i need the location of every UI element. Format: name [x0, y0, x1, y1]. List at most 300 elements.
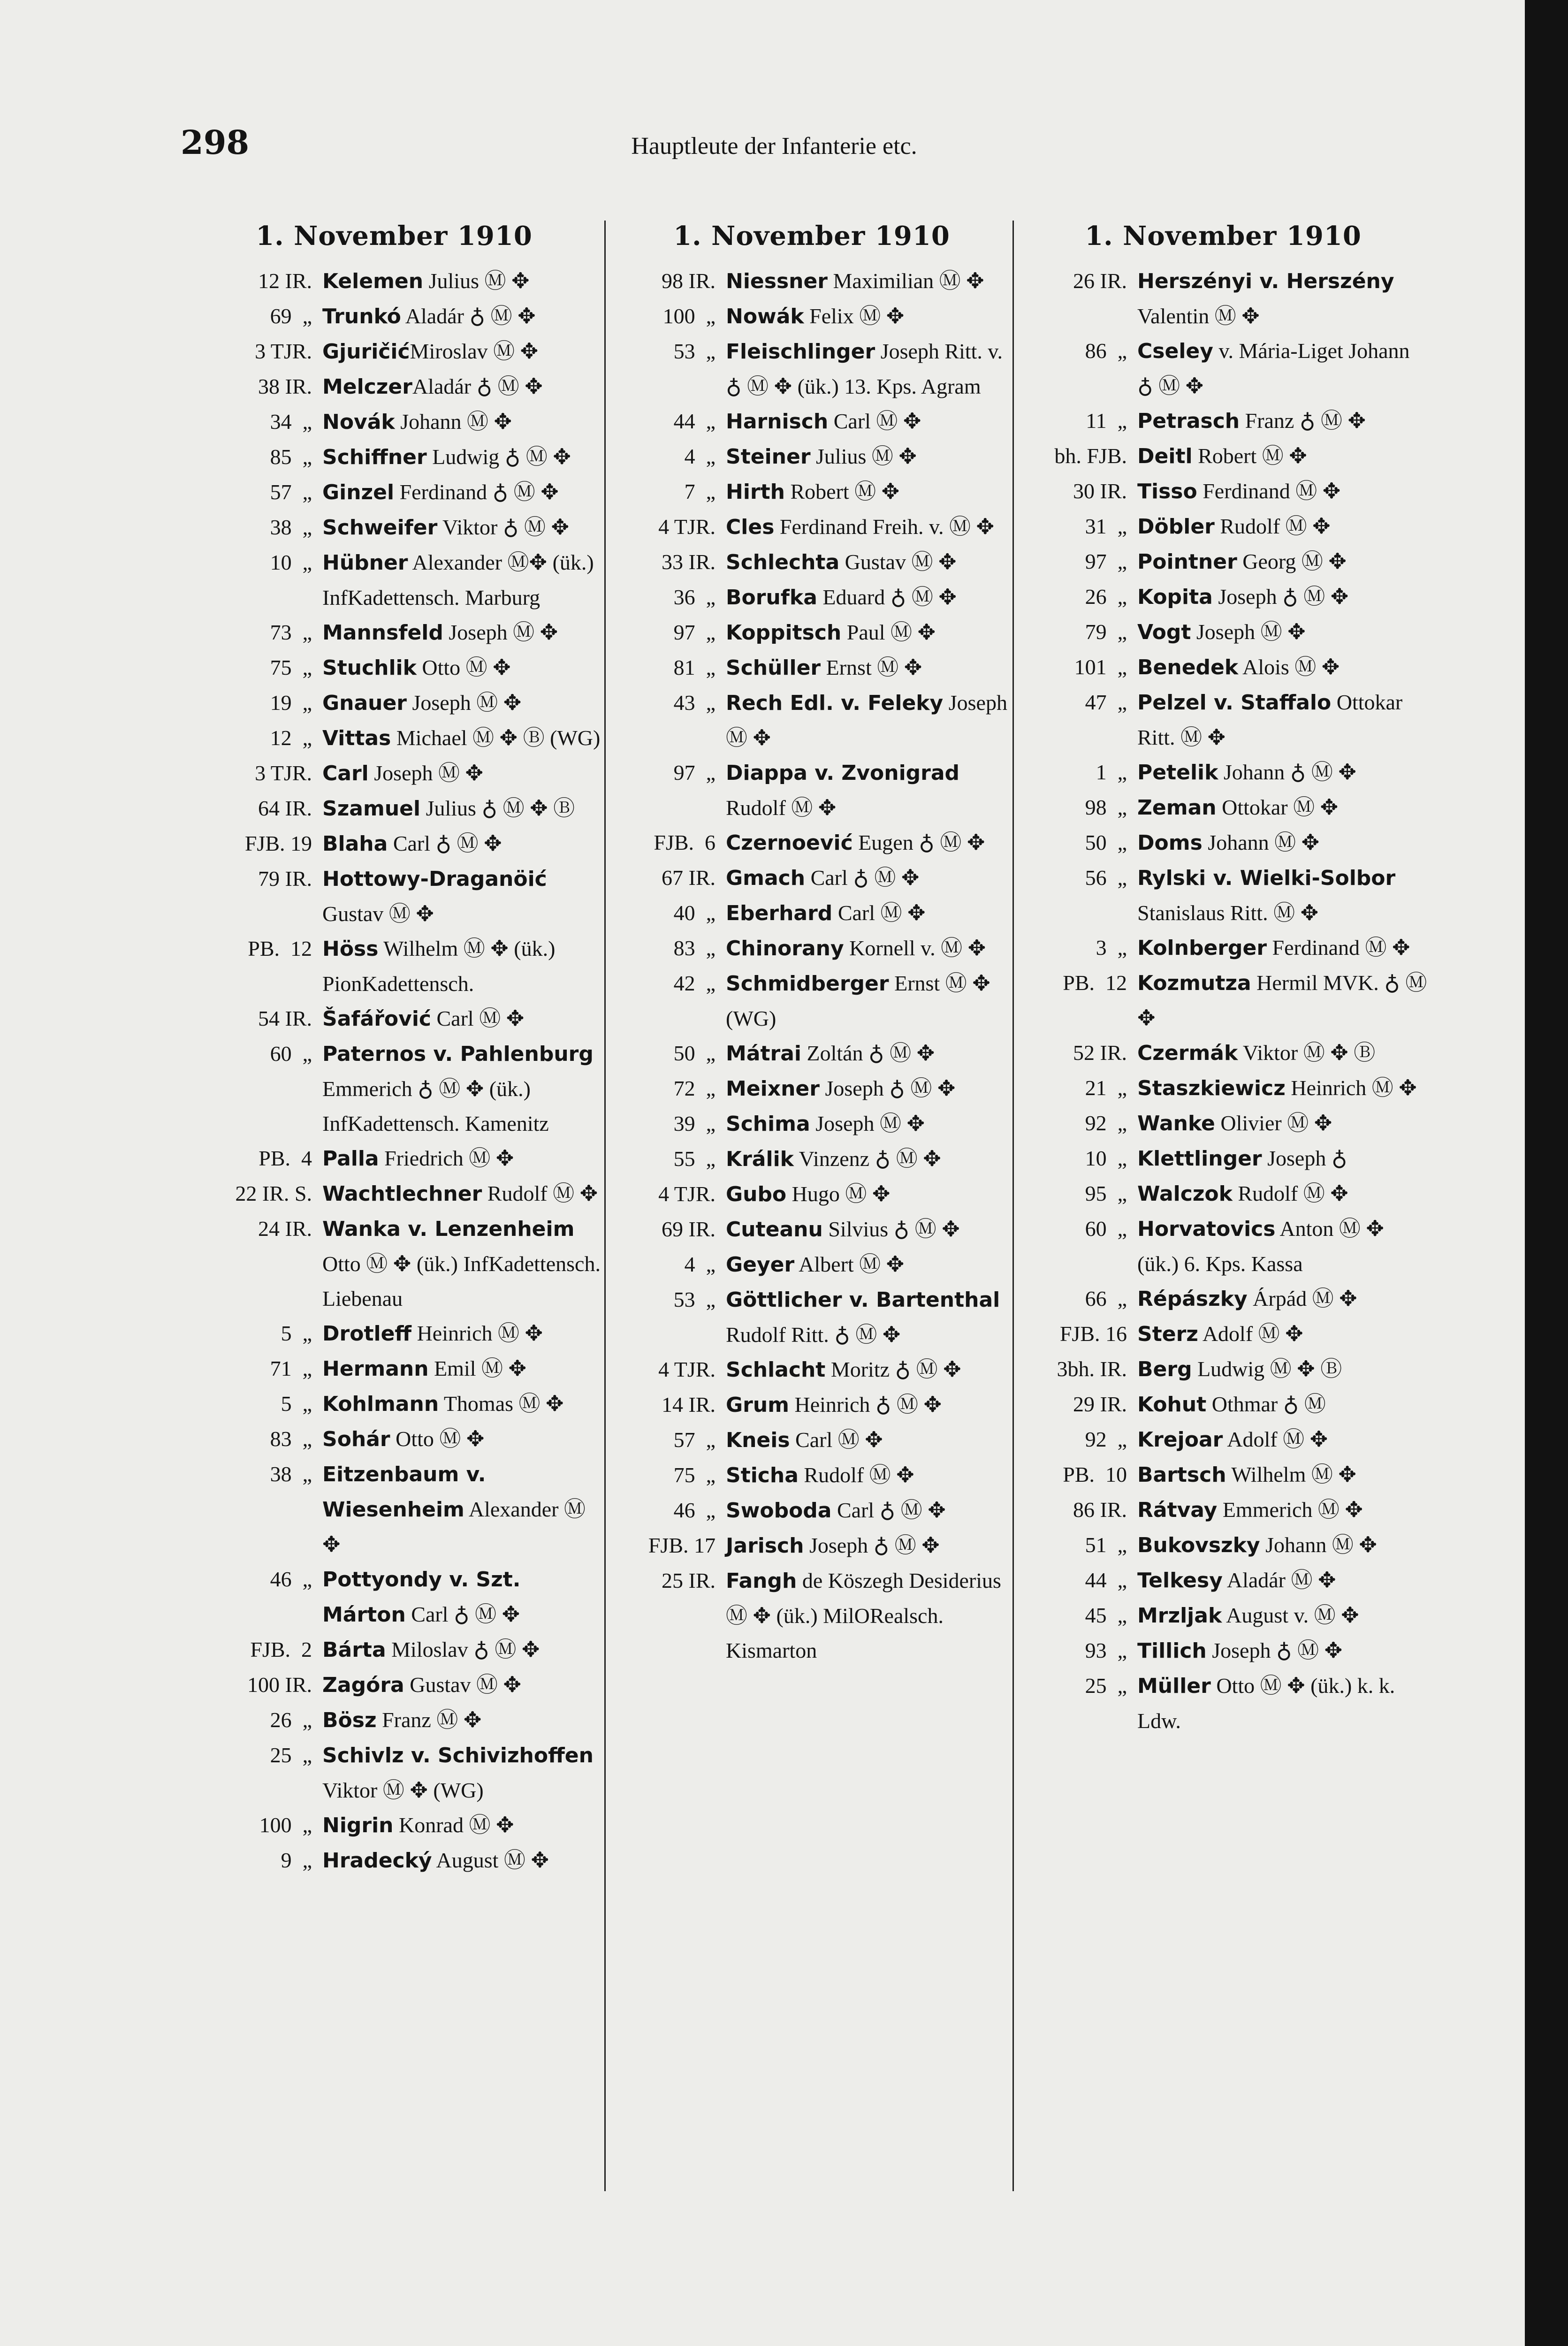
given-name-and-decorations: Otto Ⓜ ✥ (ük.) InfKadettensch. Liebenau — [322, 1252, 601, 1310]
unit-label: 1 „ — [1096, 760, 1127, 784]
given-name-and-decorations: Carl ♁ Ⓜ ✥ — [405, 1602, 520, 1626]
given-name-and-decorations: August v. Ⓜ ✥ — [1222, 1603, 1359, 1627]
roster-entry — [188, 299, 601, 334]
surname: Schmidberger — [726, 972, 889, 996]
given-name-and-decorations: Joseph Ⓜ ✥ — [726, 691, 1007, 750]
unit-label: 75 „ — [270, 655, 312, 679]
given-name-and-decorations: Viktor Ⓜ ✥ (WG) — [322, 1778, 484, 1802]
entry-text — [1137, 1176, 1427, 1211]
given-name-and-decorations: Johann ♁ Ⓜ ✥ — [1218, 760, 1356, 784]
surname: Diappa v. Zvonigrad — [726, 761, 960, 785]
roster-entry — [610, 755, 1013, 825]
given-name-and-decorations: Carl Ⓜ ✥ — [828, 409, 921, 433]
roster-entry — [188, 826, 601, 861]
entry-text — [1137, 650, 1427, 685]
entry-text — [1137, 1387, 1427, 1422]
entry-text — [726, 334, 1013, 404]
surname: Chinorany — [726, 937, 844, 960]
roster-entry — [1019, 1422, 1427, 1457]
surname: Palla — [322, 1147, 379, 1171]
entry-text — [322, 615, 601, 650]
unit-label: 4 TJR. — [658, 1357, 715, 1381]
entry-text — [322, 1316, 601, 1351]
unit-label: 38 „ — [270, 515, 312, 539]
unit-label: 30 IR. — [1073, 479, 1127, 503]
unit-label: 81 „ — [673, 655, 715, 679]
unit-label: 57 „ — [270, 480, 312, 504]
surname: Bukovszky — [1137, 1533, 1260, 1557]
given-name-and-decorations: Heinrich Ⓜ ✥ — [411, 1321, 543, 1345]
entry-text — [1137, 544, 1427, 579]
entry-text — [1137, 334, 1427, 404]
surname: Tillich — [1137, 1639, 1207, 1663]
given-name-and-decorations: Konrad Ⓜ ✥ — [393, 1813, 514, 1837]
roster-entry — [1019, 615, 1427, 650]
roster-entry — [1019, 755, 1427, 790]
unit-label: 86 „ — [1085, 339, 1127, 363]
unit-label: 40 „ — [673, 901, 715, 925]
surname: Koppitsch — [726, 621, 842, 645]
entry-text — [726, 510, 1013, 545]
unit-label: 52 IR. — [1073, 1041, 1127, 1065]
given-name-and-decorations: Ernst Ⓜ ✥ (WG) — [726, 971, 990, 1030]
given-name-and-decorations: Heinrich Ⓜ ✥ — [1285, 1076, 1417, 1100]
given-name-and-decorations: Carl ♁ Ⓜ ✥ — [388, 831, 502, 855]
surname: Schivlz v. Schivizhoffen — [322, 1744, 594, 1767]
entry-text — [1137, 1422, 1427, 1457]
unit-label: 43 „ — [673, 691, 715, 715]
roster-entry — [188, 721, 601, 756]
surname: Cseley — [1137, 339, 1213, 363]
entry-text — [322, 404, 601, 440]
surname: Fleischlinger — [726, 340, 875, 364]
roster-entry — [610, 861, 1013, 896]
given-name-and-decorations: Miroslav Ⓜ ✥ — [410, 339, 539, 363]
surname: Schweifer — [322, 516, 438, 540]
unit-label: 38 „ — [270, 1462, 312, 1486]
given-name-and-decorations: Joseph Ⓜ ✥ — [443, 620, 558, 644]
given-name-and-decorations: Rudolf Ⓜ ✥ — [482, 1181, 598, 1205]
roster-entry — [1019, 334, 1427, 404]
surname: Kelemen — [322, 269, 424, 293]
entry-text — [726, 1142, 1013, 1177]
roster-entry — [188, 686, 601, 721]
surname: Doms — [1137, 831, 1203, 855]
unit-label: 85 „ — [270, 445, 312, 469]
entry-text — [1137, 685, 1427, 755]
entry-text — [1137, 579, 1427, 615]
surname: Staszkiewicz — [1137, 1076, 1286, 1100]
unit-label: 55 „ — [673, 1147, 715, 1171]
unit-label: 26 „ — [1085, 585, 1127, 609]
entry-text — [322, 1632, 601, 1668]
entry-text — [1137, 1457, 1427, 1493]
roster-entry — [610, 1387, 1013, 1423]
surname: Bartsch — [1137, 1463, 1226, 1487]
roster-entry — [1019, 439, 1427, 474]
roster-entry — [188, 1211, 601, 1316]
unit-label: 60 „ — [1085, 1217, 1127, 1241]
entry-text — [726, 1458, 1013, 1493]
roster-entry — [188, 1843, 601, 1878]
given-name-and-decorations: Friedrich Ⓜ ✥ — [379, 1146, 514, 1170]
surname: Horvatovics — [1137, 1217, 1276, 1241]
roster-entry — [610, 966, 1013, 1036]
given-name-and-decorations: Gustav Ⓜ ✥ — [404, 1673, 522, 1697]
given-name-and-decorations: Joseph ♁ Ⓜ ✥ — [819, 1076, 956, 1100]
column-2-header: 1. November 1910 — [673, 221, 950, 251]
given-name-and-decorations: Carl Ⓜ ✥ — [790, 1428, 883, 1452]
entry-text — [726, 1212, 1013, 1247]
surname: Tisso — [1137, 480, 1197, 503]
given-name-and-decorations: Franz ♁ Ⓜ ✥ — [1240, 409, 1366, 433]
unit-label: bh. FJB. — [1054, 444, 1127, 468]
column-2 — [610, 221, 1013, 2205]
given-name-and-decorations: Viktor ♁ Ⓜ ✥ — [437, 515, 570, 539]
roster-entry — [188, 861, 601, 931]
roster-entry — [1019, 930, 1427, 966]
surname: Petrasch — [1137, 409, 1240, 433]
roster-entry — [610, 474, 1013, 510]
unit-label: 29 IR. — [1073, 1392, 1127, 1416]
roster-entry — [610, 615, 1013, 650]
unit-label: 97 „ — [1085, 549, 1127, 573]
unit-label: 50 „ — [673, 1041, 715, 1065]
entry-text — [726, 580, 1013, 615]
unit-label: 44 „ — [1085, 1568, 1127, 1592]
given-name-and-decorations: Johann Ⓜ ✥ — [1260, 1533, 1377, 1557]
surname: Jarisch — [726, 1534, 804, 1558]
given-name-and-decorations: Julius Ⓜ ✥ — [423, 269, 530, 293]
unit-label: 36 „ — [673, 585, 715, 609]
unit-label: 7 „ — [684, 480, 715, 503]
unit-label: PB. 4 — [259, 1146, 312, 1170]
roster-entry — [188, 1036, 601, 1141]
entry-text — [322, 1738, 601, 1808]
entry-text — [322, 1141, 601, 1176]
roster-entry — [1019, 1317, 1427, 1352]
given-name-and-decorations: Hermil MVK. ♁ Ⓜ ✥ — [1137, 971, 1427, 1030]
entry-text — [1137, 1317, 1427, 1352]
surname: Höss — [322, 937, 379, 961]
surname: Mátrai — [726, 1042, 801, 1066]
unit-label: 12 „ — [270, 726, 312, 750]
roster-entry — [610, 439, 1013, 474]
unit-label: 73 „ — [270, 620, 312, 644]
roster-entry — [188, 1351, 601, 1386]
roster-entry — [1019, 825, 1427, 861]
roster-entry — [1019, 1211, 1427, 1281]
roster-entry — [1019, 579, 1427, 615]
surname: Eitzenbaum v. Wiesenheim — [322, 1462, 486, 1522]
running-head: Hauptleute der Infanterie etc. — [631, 133, 917, 160]
given-name-and-decorations: Vinzenz ♁ Ⓜ ✥ — [793, 1147, 941, 1171]
entry-text — [322, 1703, 601, 1738]
entry-text — [726, 1177, 1013, 1212]
given-name-and-decorations: Carl ♁ Ⓜ ✥ — [805, 866, 920, 890]
roster-entry — [188, 1562, 601, 1632]
given-name-and-decorations: Alexander Ⓜ✥ (ük.) InfKadettensch. Marburg — [322, 550, 594, 609]
roster-entry — [188, 475, 601, 510]
entry-text — [1137, 1352, 1427, 1387]
entry-text — [322, 721, 601, 756]
surname: Bárta — [322, 1638, 386, 1662]
unit-label: 22 IR. S. — [235, 1181, 312, 1205]
entry-text — [322, 1562, 601, 1632]
unit-label: 3 TJR. — [255, 761, 312, 785]
given-name-and-decorations: Aladár ♁ Ⓜ ✥ — [412, 374, 543, 398]
roster-entry — [1019, 1457, 1427, 1493]
roster-entry — [610, 510, 1013, 545]
roster-entry — [1019, 509, 1427, 544]
unit-label: PB. 12 — [1063, 971, 1127, 995]
given-name-and-decorations: Alexander Ⓜ ✥ — [322, 1497, 586, 1556]
surname: Szamuel — [322, 797, 421, 821]
surname: Klettlinger — [1137, 1147, 1262, 1171]
surname: Kopita — [1137, 585, 1213, 609]
surname: Kohlmann — [322, 1392, 439, 1416]
surname: Borufka — [726, 586, 817, 609]
unit-label: 26 IR. — [1073, 269, 1127, 293]
entry-text — [322, 1386, 601, 1422]
entry-text — [726, 686, 1013, 755]
surname: Pointner — [1137, 550, 1237, 574]
given-name-and-decorations: Otto Ⓜ ✥ — [390, 1427, 485, 1451]
surname: Berg — [1137, 1357, 1192, 1381]
unit-label: 51 „ — [1085, 1533, 1127, 1557]
entry-text — [1137, 861, 1427, 930]
entry-text — [322, 440, 601, 475]
roster-entry — [610, 299, 1013, 334]
given-name-and-decorations: Joseph Ⓜ ✥ — [810, 1112, 925, 1135]
surname: Pelzel v. Staffalo — [1137, 691, 1332, 715]
given-name-and-decorations: Rudolf Ⓜ ✥ — [1232, 1181, 1348, 1205]
entry-text — [726, 1036, 1013, 1071]
given-name-and-decorations: Emil Ⓜ ✥ — [428, 1356, 527, 1380]
surname: Novák — [322, 410, 395, 434]
unit-label: 100 IR. — [247, 1673, 312, 1697]
roster-entry — [188, 791, 601, 826]
given-name-and-decorations: Aladár ♁ Ⓜ ✥ — [401, 304, 536, 328]
given-name-and-decorations: Johann Ⓜ ✥ — [1202, 830, 1320, 854]
entry-text — [1137, 1106, 1427, 1141]
unit-label: FJB. 2 — [250, 1638, 312, 1661]
unit-label: 100 „ — [259, 1813, 312, 1837]
unit-label: 98 „ — [1085, 795, 1127, 819]
given-name-and-decorations: v. Mária-Liget Johann ♁ Ⓜ ✥ — [1137, 339, 1410, 398]
roster-entry — [188, 1668, 601, 1703]
surname: Blaha — [322, 832, 388, 856]
unit-label: 25 IR. — [662, 1569, 715, 1592]
unit-label: 98 IR. — [662, 269, 715, 293]
entry-text — [322, 545, 601, 615]
unit-label: 3 „ — [1096, 936, 1127, 960]
given-name-and-decorations: Gustav Ⓜ ✥ — [322, 902, 434, 926]
surname: Schüller — [726, 656, 821, 680]
surname: Gmach — [726, 866, 806, 890]
roster-entry — [610, 264, 1013, 299]
entry-text — [322, 1457, 601, 1562]
surname: Sohár — [322, 1427, 390, 1451]
roster-entry — [188, 931, 601, 1001]
surname: Mrzljak — [1137, 1604, 1222, 1628]
entry-text — [1137, 264, 1427, 334]
roster-entry — [188, 1386, 601, 1422]
given-name-and-decorations: Árpád Ⓜ ✥ — [1247, 1287, 1357, 1310]
given-name-and-decorations: Eugen ♁ Ⓜ ✥ — [853, 830, 985, 854]
surname: Hottowy-Draganöić — [322, 867, 547, 891]
given-name-and-decorations: Adolf Ⓜ ✥ — [1198, 1322, 1303, 1346]
unit-label: FJB. 16 — [1059, 1322, 1127, 1346]
roster-entry — [610, 580, 1013, 615]
surname: Telkesy — [1137, 1569, 1223, 1592]
roster-entry — [188, 1001, 601, 1036]
surname: Müller — [1137, 1674, 1211, 1698]
entry-text — [1137, 930, 1427, 966]
entry-text — [1137, 1493, 1427, 1528]
unit-label: 97 „ — [673, 761, 715, 785]
unit-label: 10 „ — [270, 550, 312, 574]
column-divider-2 — [1012, 221, 1014, 2191]
surname: Schlechta — [726, 550, 840, 574]
given-name-and-decorations: Emmerich ♁ Ⓜ ✥ (ük.) InfKadettensch. Kamenitz — [322, 1077, 549, 1135]
unit-label: 3 TJR. — [255, 339, 312, 363]
surname: Cles — [726, 515, 775, 539]
entry-text — [726, 1423, 1013, 1458]
surname: Pottyondy v. Szt. Márton — [322, 1568, 521, 1627]
given-name-and-decorations: Viktor Ⓜ ✥ Ⓑ — [1238, 1041, 1376, 1065]
roster-entry — [1019, 1281, 1427, 1317]
surname: Czernoević — [726, 831, 853, 855]
given-name-and-decorations: Moritz ♁ Ⓜ ✥ — [825, 1357, 961, 1381]
given-name-and-decorations: August Ⓜ ✥ — [432, 1848, 549, 1872]
unit-label: 93 „ — [1085, 1638, 1127, 1662]
unit-label: 67 IR. — [662, 866, 715, 890]
surname: Eberhard — [726, 901, 833, 925]
given-name-and-decorations: Otto Ⓜ ✥ — [416, 655, 511, 679]
roster-entry — [1019, 1598, 1427, 1633]
surname: Hermann — [322, 1357, 429, 1381]
roster-entry — [1019, 1387, 1427, 1422]
roster-entry — [188, 1457, 601, 1562]
unit-label: 72 „ — [673, 1076, 715, 1100]
surname: Hirth — [726, 480, 785, 504]
surname: Hradecký — [322, 1849, 432, 1873]
entry-text — [726, 825, 1013, 861]
roster-entry — [188, 369, 601, 404]
surname: Trunkó — [322, 305, 401, 328]
roster-entry — [610, 545, 1013, 580]
given-name-and-decorations: Rudolf Ritt. ♁ Ⓜ ✥ — [726, 1323, 901, 1347]
unit-label: FJB. 19 — [244, 831, 312, 855]
surname: Döbler — [1137, 515, 1215, 539]
given-name-and-decorations: Heinrich ♁ Ⓜ ✥ — [789, 1393, 942, 1417]
given-name-and-decorations: Miloslav ♁ Ⓜ ✥ — [386, 1638, 540, 1661]
roster-entry — [188, 1703, 601, 1738]
given-name-and-decorations: Ludwig ♁ Ⓜ ✥ — [426, 445, 571, 469]
unit-label: 26 „ — [270, 1708, 312, 1732]
given-name-and-decorations: Zoltán ♁ Ⓜ ✥ — [801, 1041, 935, 1065]
unit-label: 11 „ — [1086, 409, 1127, 433]
entry-text — [726, 264, 1013, 299]
unit-label: 86 IR. — [1073, 1498, 1127, 1522]
given-name-and-decorations: Ernst Ⓜ ✥ — [821, 655, 922, 679]
roster-entry — [1019, 1633, 1427, 1668]
surname: Göttlicher v. Bartenthal — [726, 1288, 1000, 1312]
roster-entry — [610, 1563, 1013, 1668]
given-name-and-decorations: Emmerich Ⓜ ✥ — [1217, 1498, 1363, 1522]
entry-text — [1137, 1563, 1427, 1598]
entry-text — [726, 896, 1013, 931]
unit-label: 66 „ — [1085, 1287, 1127, 1310]
roster-entry — [610, 686, 1013, 755]
surname: Deitl — [1137, 444, 1193, 468]
entry-text — [726, 1387, 1013, 1423]
column-1-header: 1. November 1910 — [256, 221, 533, 251]
unit-label: 47 „ — [1085, 690, 1127, 714]
roster-entry — [610, 1423, 1013, 1458]
surname: Kneis — [726, 1428, 790, 1452]
scan-edge — [1525, 0, 1568, 2346]
unit-label: 4 „ — [684, 1252, 715, 1276]
entry-text — [726, 755, 1013, 825]
surname: Sterz — [1137, 1322, 1198, 1346]
given-name-and-decorations: Eduard ♁ Ⓜ ✥ — [817, 585, 957, 609]
unit-label: 4 „ — [684, 444, 715, 468]
surname: Wachtlechner — [322, 1182, 482, 1206]
entry-text — [322, 475, 601, 510]
surname: Melczer — [322, 375, 412, 399]
surname: Fangh — [726, 1569, 797, 1593]
entry-text — [726, 1106, 1013, 1142]
entry-text — [1137, 1141, 1427, 1176]
surname: Bösz — [322, 1708, 377, 1732]
entry-text — [726, 615, 1013, 650]
surname: Benedek — [1137, 655, 1239, 679]
unit-label: FJB. 17 — [648, 1533, 715, 1557]
surname: Drotleff — [322, 1322, 412, 1346]
surname: Rátvay — [1137, 1498, 1218, 1522]
unit-label: 46 „ — [270, 1567, 312, 1591]
given-name-and-decorations: Michael Ⓜ ✥ Ⓑ (WG) — [391, 726, 601, 750]
surname: Carl — [322, 762, 369, 785]
given-name-and-decorations: de Köszegh Desiderius Ⓜ ✥ (ük.) MilORealsch. Kismarton — [726, 1569, 1001, 1662]
unit-label: 56 „ — [1085, 866, 1127, 890]
unit-label: 4 TJR. — [658, 1182, 715, 1206]
unit-label: FJB. 6 — [654, 830, 715, 854]
entry-text — [1137, 1036, 1427, 1071]
entry-text — [726, 474, 1013, 510]
entry-text — [726, 545, 1013, 580]
surname: Czermák — [1137, 1041, 1238, 1065]
entry-text — [1137, 1528, 1427, 1563]
roster-entry — [610, 1071, 1013, 1106]
unit-label: 60 „ — [270, 1042, 312, 1066]
given-name-and-decorations: Rudolf Ⓜ ✥ — [726, 796, 837, 820]
given-name-and-decorations: Silvius ♁ Ⓜ ✥ — [822, 1217, 960, 1241]
given-name-and-decorations: Thomas Ⓜ ✥ — [439, 1392, 564, 1416]
unit-label: 9 „ — [281, 1848, 312, 1872]
surname: Gnauer — [322, 691, 407, 715]
given-name-and-decorations: Joseph ♁ Ⓜ ✥ — [1212, 585, 1349, 609]
entry-text — [322, 931, 601, 1001]
roster-entry — [610, 896, 1013, 931]
entry-text — [322, 756, 601, 791]
unit-label: 42 „ — [673, 971, 715, 995]
entry-text — [1137, 1598, 1427, 1633]
roster-entry — [610, 1282, 1013, 1352]
roster-entry — [610, 1142, 1013, 1177]
